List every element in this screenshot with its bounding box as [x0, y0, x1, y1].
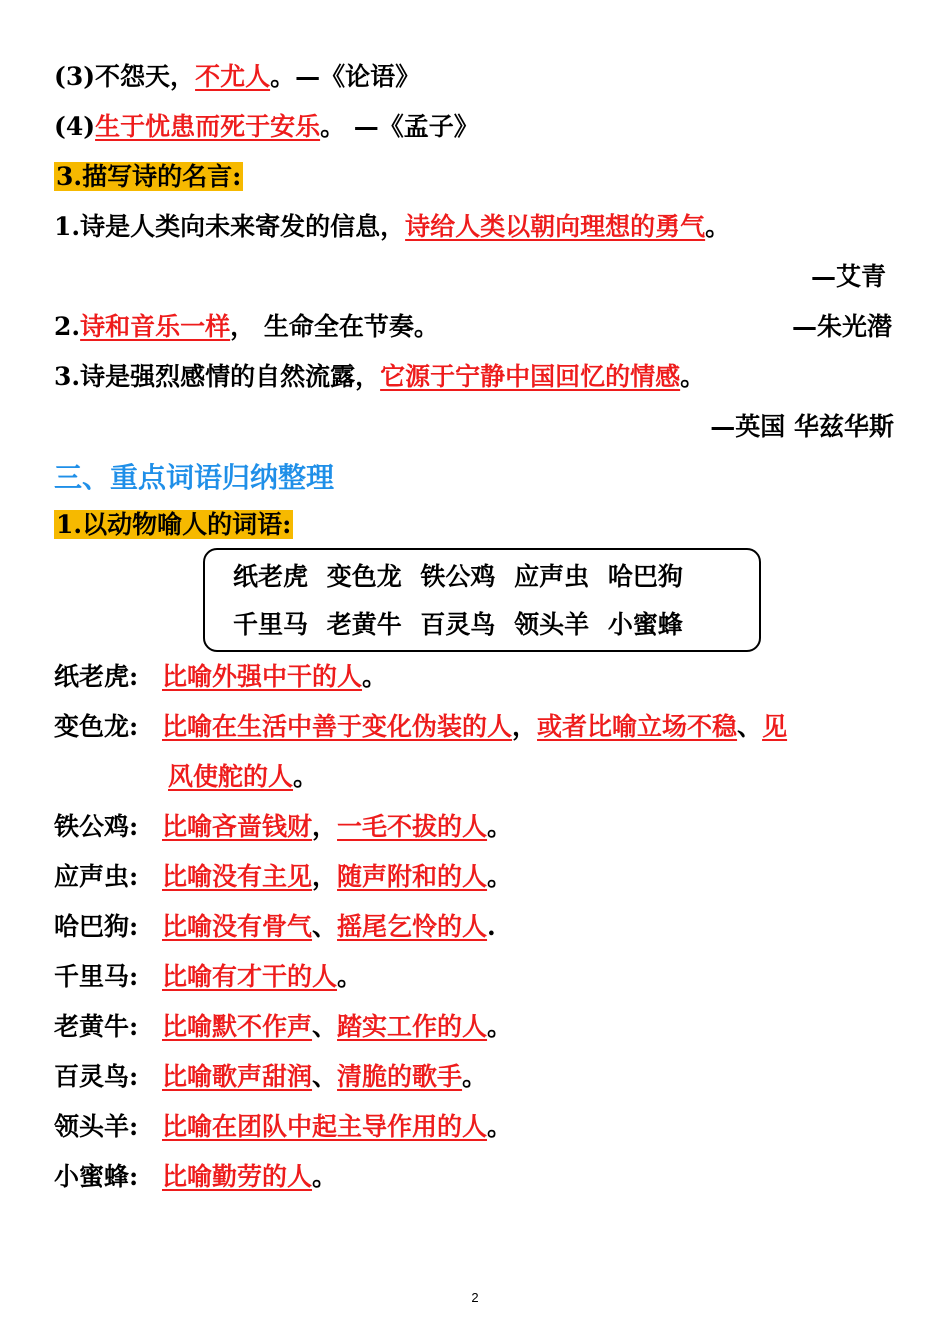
answer-text: 诗和音乐一样 [80, 312, 231, 341]
punct: 、 [312, 1062, 338, 1091]
answer-text: 比喻外强中干的人 [162, 662, 363, 691]
answer-text: 不尤人 [195, 62, 271, 91]
quote-prefix: (4) [54, 112, 96, 141]
quote-suffix: 。 [680, 362, 706, 391]
punct: 。 [362, 662, 388, 691]
definition-row [54, 710, 787, 744]
answer-text: 一毛不拔的人 [337, 812, 488, 841]
punct: ， [312, 812, 338, 841]
author-wordsworth: —英国 华兹华斯 [710, 412, 894, 441]
punct: 。 [293, 762, 319, 791]
answer-text: 比喻有才干的人 [162, 962, 338, 991]
term-label: 老黄牛: [54, 1012, 139, 1041]
definition-row [54, 860, 512, 894]
term-label: 领头羊: [54, 1112, 139, 1141]
section-title: 三、重点词语归纳整理 [54, 461, 335, 494]
animals-heading [54, 508, 293, 542]
term-label: 变色龙: [54, 712, 139, 741]
highlighted-heading: 1.以动物喻人的词语: [56, 510, 292, 539]
quote-prefix: (3)不怨天， [54, 62, 196, 91]
poetry-heading [54, 160, 243, 194]
answer-text: 比喻在生活中善于变化伪装的人 [162, 712, 513, 741]
punct: 、 [312, 912, 338, 941]
answer-text: 比喻没有主见 [162, 862, 313, 891]
quote-suffix: ， 生命全在节奏。 [230, 312, 439, 341]
poetry-quote-3 [54, 360, 705, 394]
answer-text: 摇尾乞怜的人 [337, 912, 488, 941]
word-box [203, 548, 761, 652]
punct: ， [312, 862, 338, 891]
punct: 。 [462, 1062, 488, 1091]
punct: 。 [487, 812, 513, 841]
answer-text: 清脆的歌手 [337, 1062, 463, 1091]
quote-suffix: 。 [705, 212, 731, 241]
quote-suffix: 。—《论语》 [270, 62, 421, 91]
quote-4 [54, 110, 479, 144]
quote-3 [54, 60, 420, 94]
answer-text: 或者比喻立场不稳 [537, 712, 738, 741]
punct: 、 [312, 1012, 338, 1041]
definition-row [54, 960, 362, 994]
word-box-row-1: 纸老虎 变色龙 铁公鸡 应声虫 哈巴狗 [233, 562, 683, 591]
quote-suffix: 。 —《孟子》 [320, 112, 479, 141]
definition-row [54, 1010, 512, 1044]
punct: 。 [487, 1112, 513, 1141]
definition-row [54, 1060, 487, 1094]
term-label: 千里马: [54, 962, 139, 991]
punct: . [487, 912, 496, 941]
answer-text: 生于忧患而死于安乐 [95, 112, 321, 141]
answer-text: 比喻没有骨气 [162, 912, 313, 941]
term-label: 小蜜蜂: [54, 1162, 139, 1191]
definition-continuation [168, 760, 318, 794]
answer-text: 随声附和的人 [337, 862, 488, 891]
quote-prefix: 3.诗是强烈感情的自然流露， [54, 362, 381, 391]
quote-prefix: 2. [54, 312, 81, 341]
term-label: 纸老虎: [54, 662, 139, 691]
answer-text: 它源于宁静中国回忆的情感 [380, 362, 681, 391]
punct: 。 [312, 1162, 338, 1191]
answer-text: 风使舵的人 [168, 762, 294, 791]
definition-row [54, 810, 512, 844]
answer-text: 比喻在团队中起主导作用的人 [162, 1112, 488, 1141]
punct: ， [512, 712, 538, 741]
author-aiqing: —艾青 [810, 262, 886, 291]
definition-row [54, 1160, 337, 1194]
punct: 。 [487, 1012, 513, 1041]
punct: 。 [337, 962, 363, 991]
answer-text: 比喻默不作声 [162, 1012, 313, 1041]
answer-text: 诗给人类以朝向理想的勇气 [405, 212, 706, 241]
word-box-row-2: 千里马 老黄牛 百灵鸟 领头羊 小蜜蜂 [233, 610, 683, 639]
answer-text: 比喻吝啬钱财 [162, 812, 313, 841]
answer-text: 比喻勤劳的人 [162, 1162, 313, 1191]
poetry-quote-1 [54, 210, 730, 244]
page-number: 2 [471, 1290, 479, 1305]
highlighted-heading: 3.描写诗的名言: [56, 162, 242, 191]
author-zhuguangqian: —朱光潜 [791, 312, 892, 341]
term-label: 哈巴狗: [54, 912, 139, 941]
definition-row [54, 910, 496, 944]
term-label: 应声虫: [54, 862, 139, 891]
poetry-quote-2 [54, 310, 439, 344]
punct: 、 [737, 712, 763, 741]
term-label: 百灵鸟: [54, 1062, 139, 1091]
answer-text: 见 [762, 712, 788, 741]
term-label: 铁公鸡: [54, 812, 139, 841]
quote-prefix: 1.诗是人类向未来寄发的信息， [54, 212, 406, 241]
definition-row [54, 1110, 512, 1144]
definition-row [54, 660, 387, 694]
answer-text: 踏实工作的人 [337, 1012, 488, 1041]
punct: 。 [487, 862, 513, 891]
answer-text: 比喻歌声甜润 [162, 1062, 313, 1091]
